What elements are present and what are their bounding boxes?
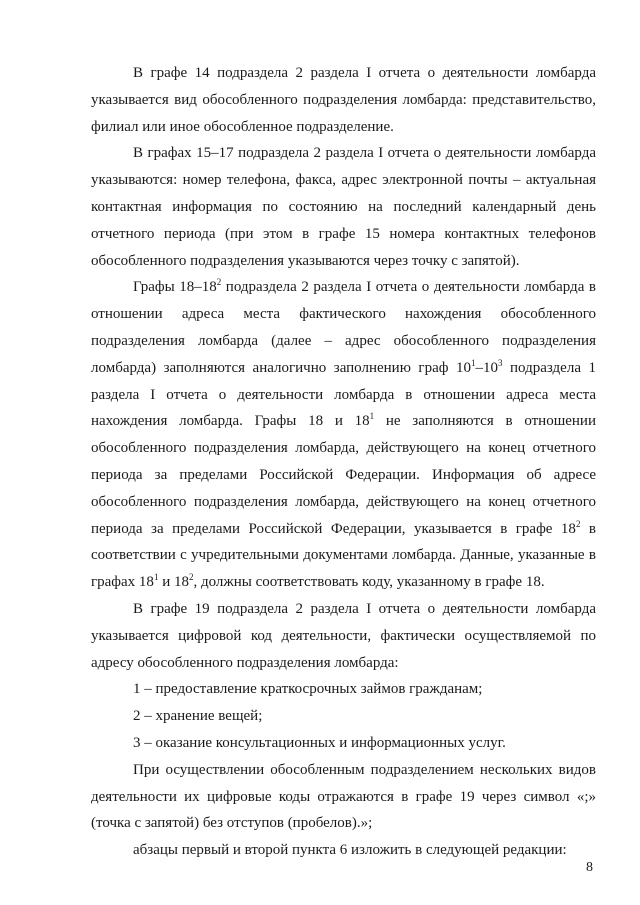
paragraph-graph-19: В графе 19 подраздела 2 раздела I отчета о деятельности ломбарда указывается цифровой код деятельности, фактически осуществляемой по адресу обособленного подразделения ломбарда: — [91, 600, 596, 671]
superscript-index: 2 — [188, 572, 194, 583]
page-number: 8 — [586, 860, 593, 875]
superscript-index: 1 — [153, 572, 159, 583]
list-item-code-1: 1 – предоставление краткосрочных займов гражданам; — [133, 681, 483, 698]
superscript-index: 1 — [470, 357, 476, 368]
paragraph-multiple-activities: При осуществлении обособленным подразделением нескольких видов деятельности их цифровые коды отражаются в графе 19 через символ «;» (точка с запятой) без отступов (пробелов).»; — [91, 761, 596, 832]
paragraph-graphs-15-17: В графах 15–17 подраздела 2 раздела I отчета о деятельности ломбарда указываются: номер телефона, факса, адрес электронной почты – актуальная контактная информация по состоянию на последний календарный день отчетного периода (при этом в графе 15 номера контактных телефонов обособленного подразделения указываются через точку с запятой). — [91, 145, 596, 269]
superscript-index: 2 — [575, 518, 581, 529]
document-body — [91, 60, 596, 864]
superscript-index: 2 — [216, 277, 222, 288]
superscript-index: 3 — [497, 357, 503, 368]
superscript-index: 1 — [369, 411, 375, 422]
list-item-code-2: 2 – хранение вещей; — [133, 708, 263, 725]
paragraph-graphs-18: Графы $18-18^2$ подраздела 2 раздела I отчета о деятельности ломбарда в отношении адреса места фактического нахождения обособленного подразделения ломбарда (далее – адрес обособленного подразделения ломбарда) заполняются аналогично заполнению граф $10^1-10^3$ подраздела 1 раздела I отчета о деятельности ломбарда в отношении адреса места нахождения ломбарда. Графы 18 и $18^1$ не заполняются в отношении обособленного подразделения ломбарда, действующего на конец отчетного периода за пределами Российской Федерации. Информация об адресе обособленного подразделения ломбарда, действующего на конец отчетного периода за пределами Российской Федерации, указывается в графе $18^2$ в соответствии с учредительными документами ломбарда. Данные, указанные в графах $18^1$ и $18^2$, должны соответствовать коду, указанному в графе 18. — [91, 277, 596, 591]
list-item-code-3: 3 – оказание консультационных и информационных услуг. — [133, 734, 506, 751]
paragraph-graph-14: В графе 14 подраздела 2 раздела I отчета о деятельности ломбарда указывается вид обособленного подразделения ломбарда: представительство, филиал или иное обособленное подразделение. — [91, 65, 596, 135]
paragraph-amendment-point-6: абзацы первый и второй пункта 6 изложить в следующей редакции: — [133, 842, 567, 859]
